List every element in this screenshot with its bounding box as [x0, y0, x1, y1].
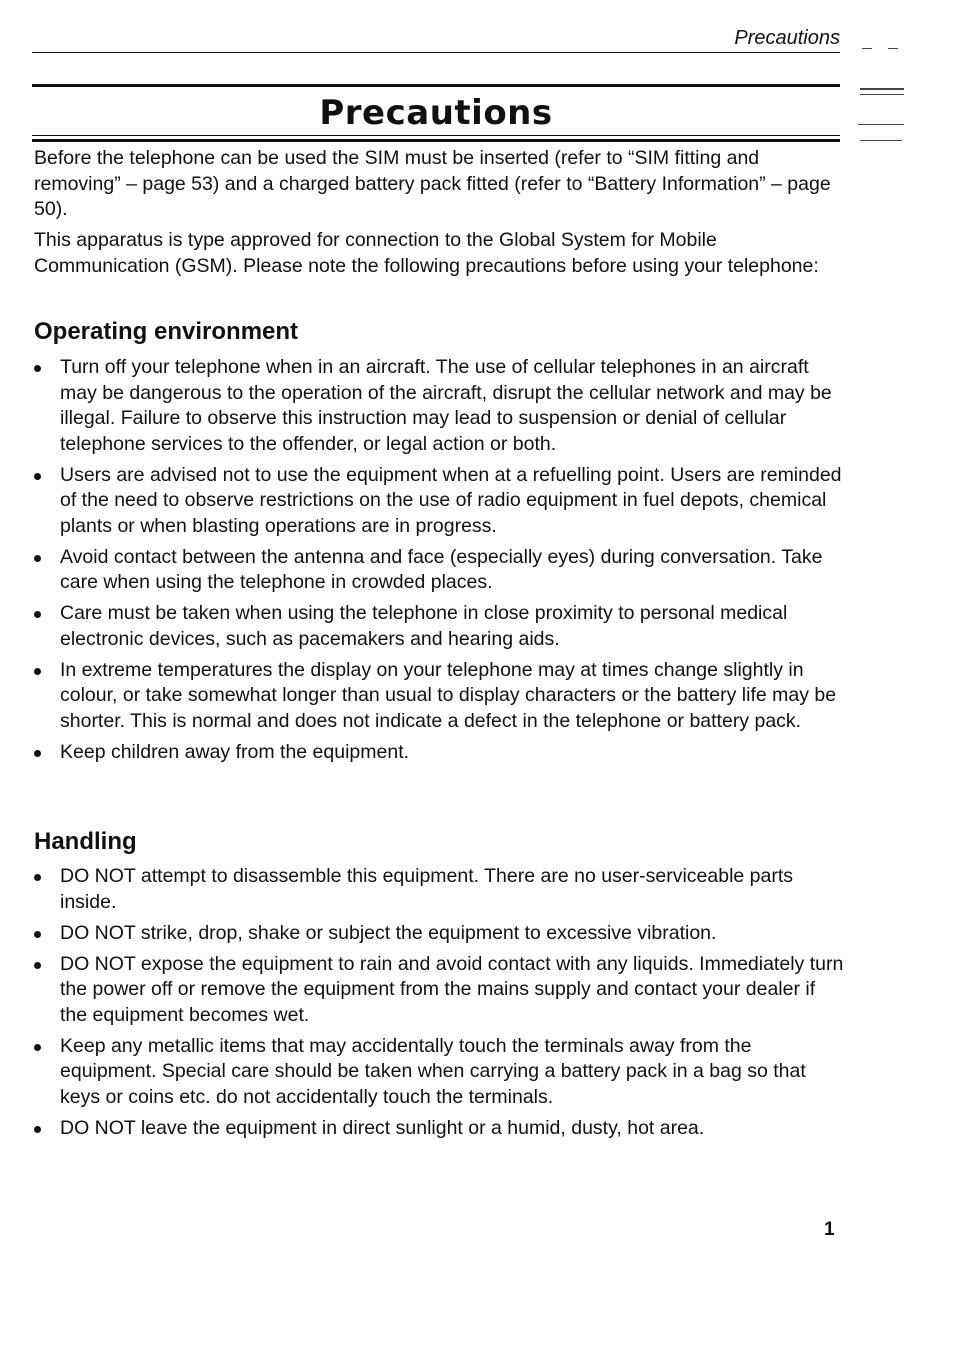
bullet-icon	[34, 1044, 41, 1051]
bullet-icon	[34, 365, 41, 372]
list-item-text: DO NOT leave the equipment in direct sunlight or a humid, dusty, hot area.	[60, 1116, 705, 1139]
intro-paragraph-gsm: This apparatus is type approved for connection to the Global System for Mobile Communication (GSM). Please note the following precautions before using your telephone:	[34, 229, 819, 277]
scan-artifact	[860, 140, 902, 141]
list-item-text: Care must be taken when using the telephone in close proximity to personal medical electronic devices, such as pacemakers and hearing aids.	[60, 602, 788, 650]
page-number: 1	[824, 1219, 835, 1240]
scan-artifact	[862, 48, 872, 49]
list-item	[32, 740, 844, 766]
handling-list	[32, 864, 844, 1147]
bullet-icon	[34, 473, 41, 480]
list-item-text: DO NOT attempt to disassemble this equipment. There are no user-serviceable parts inside.	[60, 865, 794, 913]
intro-paragraph-sim: Before the telephone can be used the SIM must be inserted (refer to “SIM fitting and removing” – page 53) and a charged battery pack fitted (refer to “Battery Information” – page 50).	[34, 147, 831, 220]
running-header	[32, 26, 840, 53]
list-item	[32, 355, 844, 457]
list-item-text: Keep children away from the equipment.	[60, 740, 410, 763]
section-heading-operating-environment: Operating environment	[34, 318, 299, 345]
list-item	[32, 658, 844, 735]
section-heading-handling: Handling	[34, 828, 137, 855]
bullet-icon	[34, 874, 41, 881]
list-item	[32, 952, 844, 1029]
running-header-title: Precautions	[734, 27, 840, 49]
list-item-text: DO NOT strike, drop, shake or subject the equipment to excessive vibration.	[60, 921, 717, 944]
list-item-text: Avoid contact between the antenna and face (especially eyes) during conversation. Take care when using the telephone in crowded places.	[60, 545, 823, 593]
list-item-text: Users are advised not to use the equipment when at a refuelling point. Users are reminded of the need to observe restrictions on the use of radio equipment in fuel depots, chemical plants or when blasting operations are in progress.	[60, 463, 842, 537]
page-title: Precautions	[319, 93, 553, 133]
bullet-icon	[34, 931, 41, 938]
list-item	[32, 545, 844, 596]
list-item-text: DO NOT expose the equipment to rain and avoid contact with any liquids. Immediately turn the power off or remove the equipment from the mains supply and contact your dealer if the equipment becomes wet.	[60, 952, 844, 1026]
list-item-text: Keep any metallic items that may accidentally touch the terminals away from the equipment. Special care should be taken when carrying a battery pack in a bag so that keys or coins etc. do not accidentally touch the terminals.	[60, 1034, 806, 1108]
list-item	[32, 463, 844, 540]
bullet-icon	[34, 1126, 41, 1133]
bullet-icon	[34, 750, 41, 757]
scan-artifact	[888, 48, 898, 49]
title-band	[32, 84, 840, 142]
list-item	[32, 921, 844, 947]
scan-artifact	[860, 88, 904, 90]
list-item	[32, 864, 844, 915]
operating-environment-list	[32, 355, 844, 771]
list-item	[32, 1034, 844, 1111]
bullet-icon	[34, 668, 41, 675]
bullet-icon	[34, 555, 41, 562]
list-item-text: Turn off your telephone when in an aircraft. The use of cellular telephones in an aircraft may be dangerous to the operation of the aircraft, disrupt the cellular network and may be illegal. Failure to observe this instruction may lead to suspension or denial of cellular telephone services to the offender, or legal action or both.	[60, 356, 832, 455]
list-item	[32, 1116, 844, 1142]
list-item-text: In extreme temperatures the display on your telephone may at times change slightly in colour, or take somewhat longer than usual to display characters or the battery life may be shorter. This is normal and does not indicate a defect in the telephone or battery pack.	[60, 658, 837, 732]
scan-artifact	[858, 124, 904, 125]
bullet-icon	[34, 962, 41, 969]
scan-artifact	[860, 94, 904, 95]
bullet-icon	[34, 611, 41, 618]
list-item	[32, 601, 844, 652]
